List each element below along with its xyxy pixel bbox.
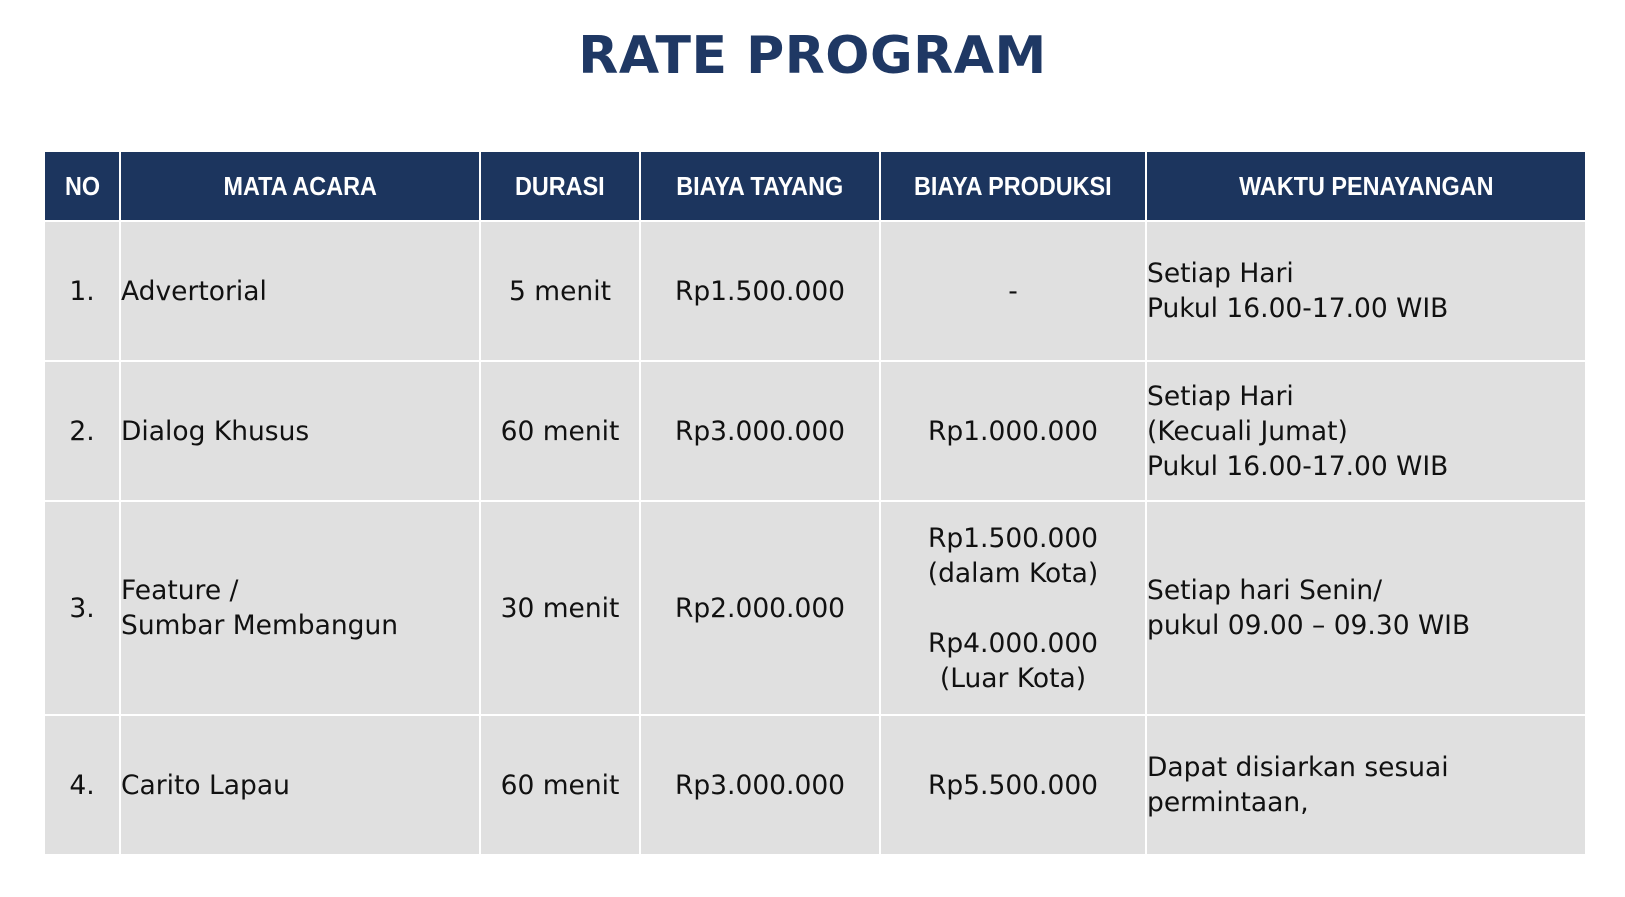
cell-mata-acara — [120, 221, 480, 361]
cell-durasi: 60 menit — [480, 715, 640, 855]
header-biaya-tayang: BIAYA TAYANG — [640, 151, 880, 221]
header-biaya-produksi: BIAYA PRODUKSI — [880, 151, 1146, 221]
cell-mata-acara — [120, 361, 480, 501]
header-durasi: DURASI — [480, 151, 640, 221]
cell-text-line: Carito Lapau — [121, 769, 290, 801]
header-waktu-penayangan: WAKTU PENAYANGAN — [1146, 151, 1586, 221]
cell-no: 4. — [44, 715, 120, 855]
cell-biaya-produksi — [880, 221, 1146, 361]
cell-text-line: Feature / — [121, 575, 239, 606]
cell-text-line: Rp4.000.000 — [927, 627, 1099, 659]
cell-waktu-penayangan — [1146, 715, 1586, 855]
cell-text-line: (Luar Kota) — [939, 662, 1087, 694]
cell-waktu-penayangan — [1146, 221, 1586, 361]
cell-text-line: Sumbar Membangun — [121, 610, 399, 641]
cell-text-line: Advertorial — [121, 275, 267, 307]
cell-text-line: Pukul 16.00-17.00 WIB — [1147, 450, 1449, 482]
table-header-row — [44, 151, 1586, 221]
cell-mata-acara — [120, 501, 480, 715]
cell-text-line: Setiap Hari — [1147, 258, 1294, 289]
cell-text-line: Rp1.500.000 — [927, 522, 1099, 554]
table-row — [44, 361, 1586, 501]
cell-mata-acara — [120, 715, 480, 855]
cell-biaya-produksi — [880, 715, 1146, 855]
cell-text-line: Dialog Khusus — [121, 415, 310, 447]
cell-text-line: Pukul 16.00-17.00 WIB — [1147, 293, 1449, 324]
cell-text-line: (dalam Kota) — [927, 557, 1099, 589]
cell-durasi: 60 menit — [480, 361, 640, 501]
cell-text-line: Dapat disiarkan sesuai — [1147, 752, 1449, 783]
line-spacer — [881, 591, 1145, 626]
cell-biaya-produksi — [880, 501, 1146, 715]
header-mata-acara: MATA ACARA — [120, 151, 480, 221]
table-row — [44, 715, 1586, 855]
cell-text-line: Rp1.000.000 — [927, 415, 1099, 447]
cell-no: 2. — [44, 361, 120, 501]
cell-waktu-penayangan — [1146, 501, 1586, 715]
cell-biaya-tayang: Rp2.000.000 — [640, 501, 880, 715]
cell-text-line: Setiap Hari — [1147, 380, 1294, 412]
cell-text-line: Rp5.500.000 — [927, 769, 1099, 801]
cell-biaya-tayang: Rp1.500.000 — [640, 221, 880, 361]
cell-text-line: pukul 09.00 – 09.30 WIB — [1147, 610, 1471, 641]
cell-biaya-tayang: Rp3.000.000 — [640, 361, 880, 501]
rate-table — [43, 150, 1587, 856]
cell-waktu-penayangan — [1146, 361, 1586, 501]
table-row — [44, 501, 1586, 715]
header-no: NO — [44, 151, 120, 221]
page-title: RATE PROGRAM — [578, 26, 1047, 86]
cell-text-line: Setiap hari Senin/ — [1147, 575, 1383, 606]
cell-text-line: permintaan, — [1147, 787, 1309, 818]
cell-durasi: 5 menit — [480, 221, 640, 361]
cell-biaya-tayang: Rp3.000.000 — [640, 715, 880, 855]
table-row — [44, 221, 1586, 361]
cell-durasi: 30 menit — [480, 501, 640, 715]
cell-no: 1. — [44, 221, 120, 361]
cell-text-line: (Kecuali Jumat) — [1147, 415, 1348, 447]
cell-biaya-produksi — [880, 361, 1146, 501]
cell-text-line: - — [1008, 275, 1018, 307]
cell-no: 3. — [44, 501, 120, 715]
